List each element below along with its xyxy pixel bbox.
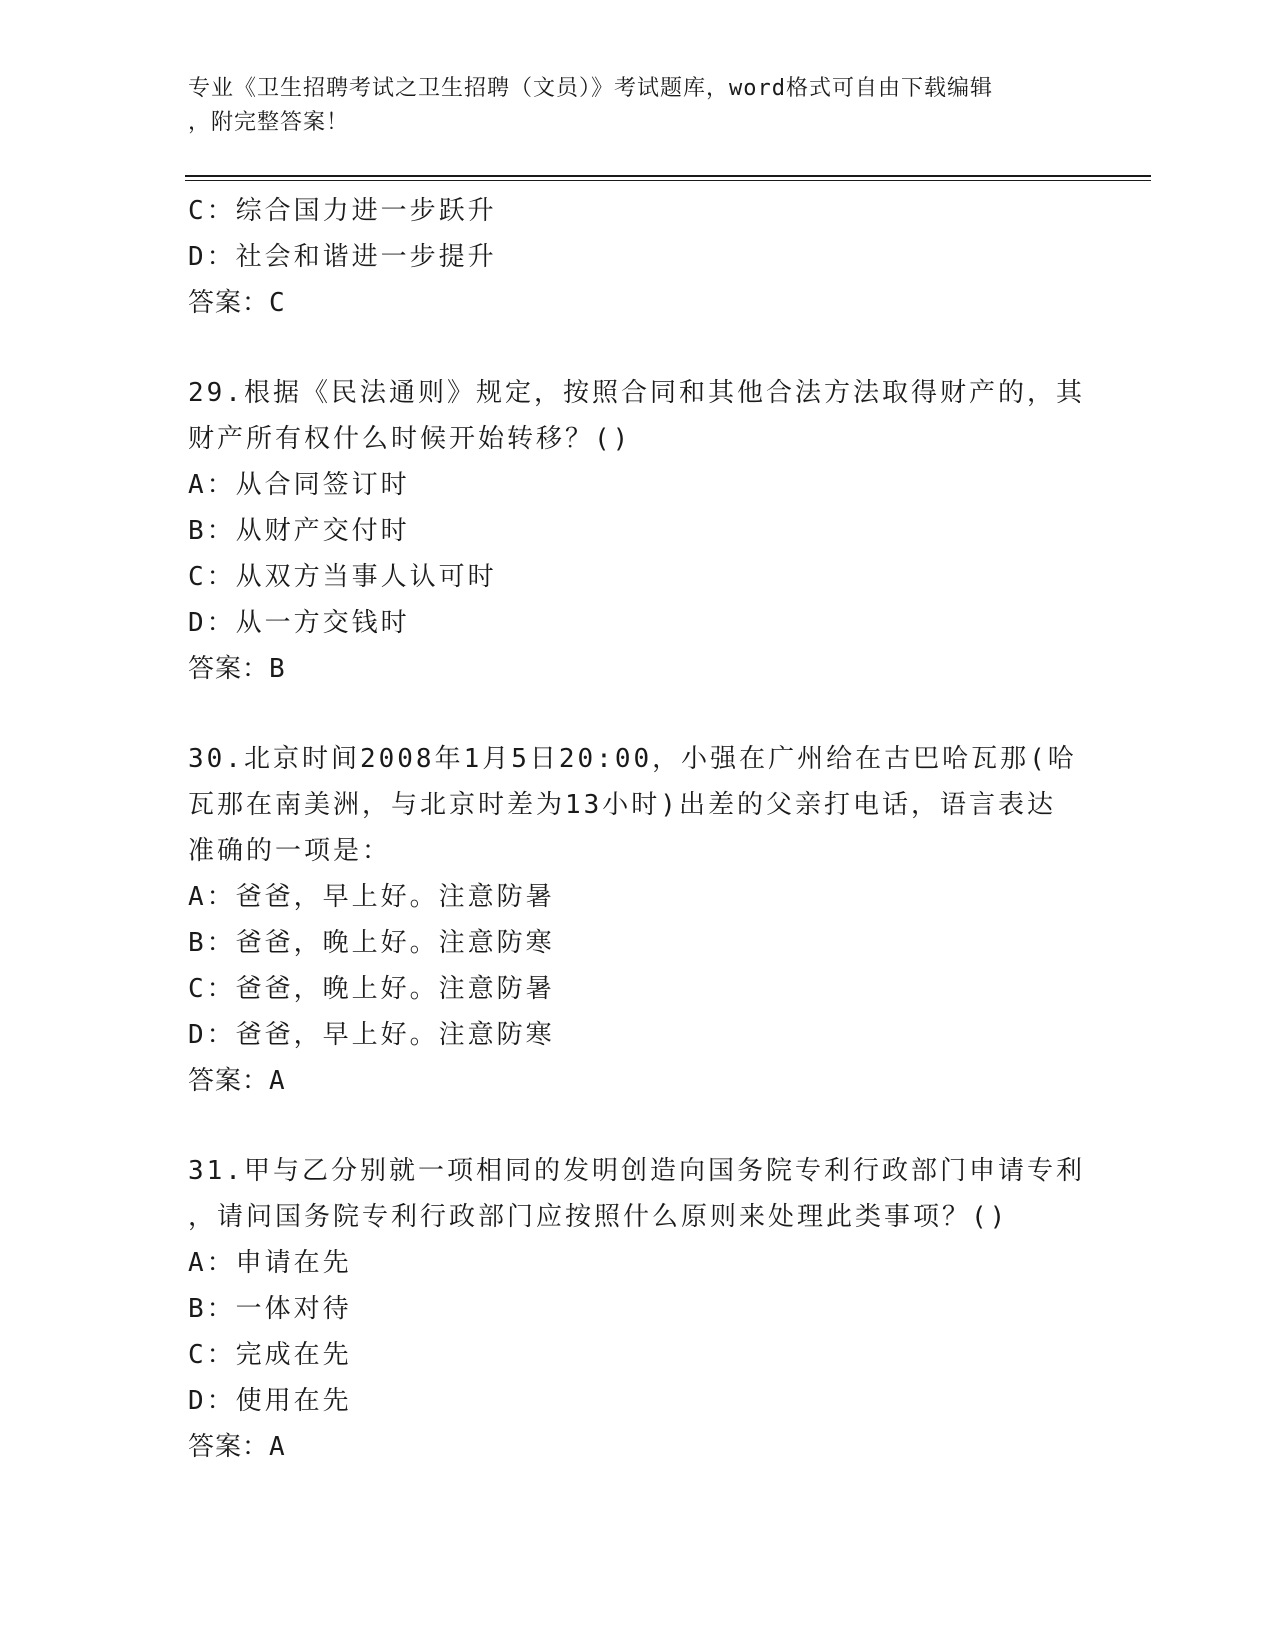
option-d: D：使用在先 [188, 1386, 352, 1416]
option-b: B：爸爸，晚上好。注意防寒 [188, 928, 555, 958]
question-28 [188, 188, 1088, 326]
question-text-line-2: 瓦那在南美洲，与北京时差为13小时)出差的父亲打电话，语言表达 [188, 790, 1056, 820]
option-a: A：从合同签订时 [188, 470, 410, 500]
question-text-line-2: 财产所有权什么时候开始转移？() [188, 424, 632, 454]
answer: 答案：A [188, 1066, 286, 1096]
option-c: C：综合国力进一步跃升 [188, 196, 497, 226]
answer: 答案：C [188, 288, 286, 318]
header-divider-thick [185, 175, 1151, 177]
question-list [188, 188, 1088, 1470]
answer: 答案：B [188, 654, 286, 684]
option-a: A：申请在先 [188, 1248, 352, 1278]
option-b: B：一体对待 [188, 1294, 352, 1324]
question-text-line-1: 31.甲与乙分别就一项相同的发明创造向国务院专利行政部门申请专利 [188, 1156, 1085, 1186]
option-c: C：从双方当事人认可时 [188, 562, 497, 592]
option-c: C：完成在先 [188, 1340, 352, 1370]
option-c: C：爸爸，晚上好。注意防暑 [188, 974, 555, 1004]
option-d: D：从一方交钱时 [188, 608, 410, 638]
header-divider-thin [185, 180, 1151, 181]
option-d: D：爸爸，早上好。注意防寒 [188, 1020, 555, 1050]
option-b: B：从财产交付时 [188, 516, 410, 546]
question-text-line-2: ，请问国务院专利行政部门应按照什么原则来处理此类事项？() [188, 1202, 1009, 1232]
question-29 [188, 370, 1088, 692]
answer: 答案：A [188, 1432, 286, 1462]
document-header [188, 72, 1068, 140]
question-30 [188, 736, 1088, 1104]
question-31 [188, 1148, 1088, 1470]
question-text-line-1: 29.根据《民法通则》规定，按照合同和其他合法方法取得财产的，其 [188, 378, 1085, 408]
header-line-2: ，附完整答案！ [188, 110, 350, 135]
header-line-1: 专业《卫生招聘考试之卫生招聘（文员）》考试题库，word格式可自由下载编辑 [188, 76, 993, 101]
question-text-line-1: 30.北京时间2008年1月5日20:00，小强在广州给在古巴哈瓦那(哈 [188, 744, 1077, 774]
question-text-line-3: 准确的一项是： [188, 836, 392, 866]
option-a: A：爸爸，早上好。注意防暑 [188, 882, 555, 912]
option-d: D：社会和谐进一步提升 [188, 242, 497, 272]
